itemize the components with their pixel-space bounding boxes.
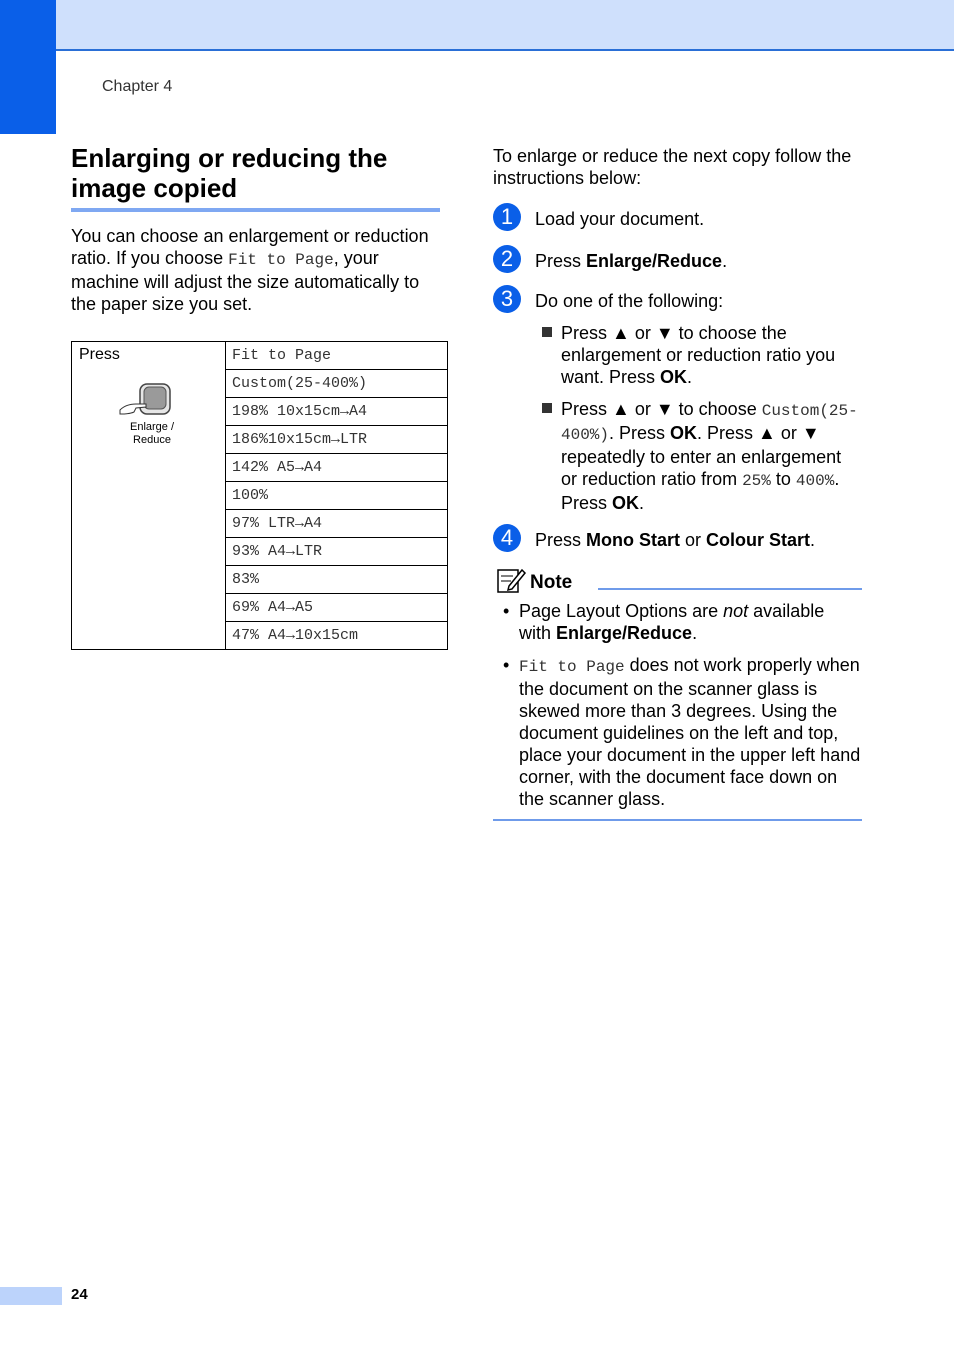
option-2-b: . Press [609,423,671,443]
note-bottom-rule [493,819,862,821]
note-1-a: Page Layout Options are [519,601,724,621]
step-number-1: 1 [493,203,521,231]
bullet-icon: • [503,655,510,675]
option-1-end: . [687,367,693,387]
option-row: 93% A4→LTR [226,538,448,566]
step-2-post: . [722,251,728,271]
note-2-code: Fit to Page [519,658,625,676]
option-row: 47% A4→10x15cm [226,622,448,650]
note-item-2-text [519,654,861,810]
chapter-label: Chapter 4 [102,78,173,95]
option-2-e: . Press [561,469,840,513]
option-row: Custom(25-400%) [226,370,448,398]
note-1-end: . [692,623,698,643]
press-cell [72,342,226,650]
intro-text-b: , your machine will adjust the size automatically to the paper size you set. [71,248,420,314]
step-4-mid: or [680,530,707,550]
press-label: Press [79,346,120,363]
note-1-italic: not [723,601,749,621]
option-row: 198% 10x15cm→A4 [226,398,448,426]
note-top-rule [598,588,862,590]
ratio-options-table [71,341,448,650]
option-2-a: Press ▲ or ▼ to choose [561,399,762,419]
option-2-text [561,398,861,514]
option-row: 83% [226,566,448,594]
step-4-pre: Press [535,530,587,550]
header-band [0,0,954,51]
note-title: Note [530,572,573,593]
note-1-b: available with [519,601,825,643]
option-row: 100% [226,482,448,510]
enlarge-reduce-button-icon [118,382,198,422]
step-1-text: Load your document. [535,209,705,229]
button-caption [112,421,192,447]
intro-code: Fit to Page [228,251,334,269]
option-row: 97% LTR→A4 [226,510,448,538]
intro-text-a: You can choose an enlargement or reduction ratio. If you choose [71,226,429,268]
note-1-key: Enlarge/Reduce [556,623,693,643]
section-title-line1: Enlarging or reducing the [71,143,388,173]
option-1-ok: OK [660,367,688,387]
step-number-3: 3 [493,285,521,313]
section-title [71,143,441,203]
chapter-tab-block [0,0,56,134]
footer-band [0,1287,62,1305]
option-1-text [561,322,861,388]
step-4-text [535,529,865,551]
square-bullet-icon [542,403,552,413]
step-number-4: 4 [493,524,521,552]
option-2-code-max: 400% [795,472,835,490]
intro-paragraph [71,225,443,315]
note-2-body: does not work properly when the document on the scanner glass is skewed more than 3 degrees. Using the document guidelines on the left and top, place your document in the upper left hand corner, with the document face down on the scanner glass. [519,655,861,809]
step-2-pre: Press [535,251,587,271]
note-pencil-icon [495,564,527,596]
bullet-icon: • [503,601,510,621]
page-number: 24 [71,1286,88,1303]
step-4-key-2: Colour Start [706,530,811,550]
note-item-1-text [519,600,861,644]
option-2-end: . [639,493,645,513]
step-2-text [535,250,865,272]
option-row: 69% A4→A5 [226,594,448,622]
option-2-ok-2: OK [612,493,640,513]
square-bullet-icon [542,327,552,337]
option-2-code: Custom(25-400%) [561,402,858,444]
button-caption-line1: Enlarge / [129,421,175,433]
option-row: 142% A5→A4 [226,454,448,482]
option-2-code-min: 25% [742,472,771,490]
step-number-2: 2 [493,245,521,273]
step-4-post: . [810,530,816,550]
option-2-ok-1: OK [670,423,698,443]
option-1-body: Press ▲ or ▼ to choose the enlargement or reduction ratio you want. Press [561,323,836,387]
option-row: Fit to Page [226,342,448,370]
steps-intro: To enlarge or reduce the next copy follow the instructions below: [493,146,852,188]
option-2-d: to [770,469,796,489]
title-underline [71,208,440,212]
option-2-c: . Press ▲ or ▼ repeatedly to enter an enlargement or reduction ratio from [561,423,842,489]
step-4-key-1: Mono Start [586,530,681,550]
section-title-line2: image copied [71,173,238,203]
option-row: 186%10x15cm→LTR [226,426,448,454]
step-3-text: Do one of the following: [535,291,724,311]
step-2-key: Enlarge/Reduce [586,251,723,271]
button-caption-line2: Reduce [133,434,171,446]
